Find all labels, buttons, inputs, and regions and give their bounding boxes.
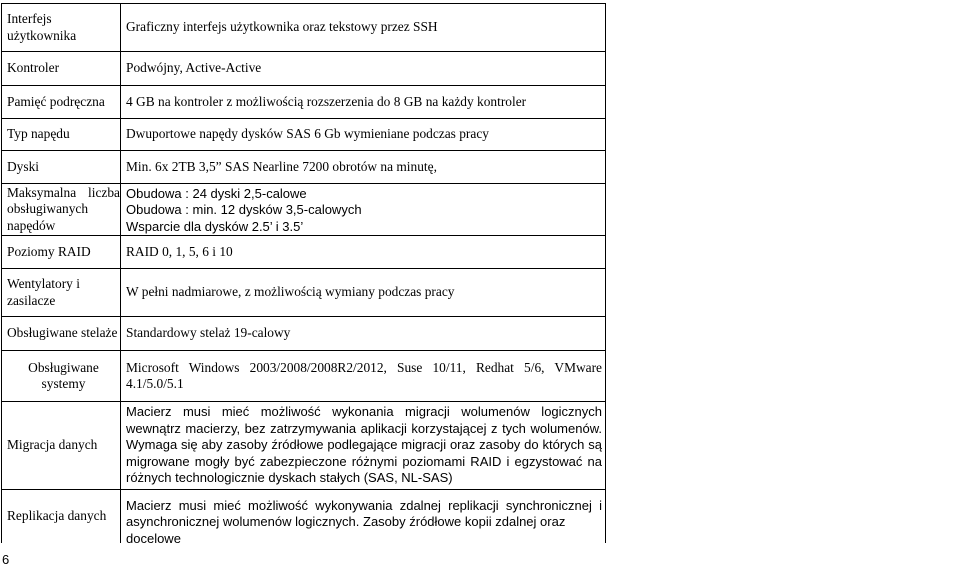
spec-row-user-interface-label bbox=[2, 4, 122, 51]
value-text: Graficzny interfejs użytkownika oraz tekstowy przez SSH bbox=[126, 19, 438, 35]
value-line: Obudowa : 24 dyski 2,5-calowe bbox=[126, 186, 307, 201]
spec-row-user-interface-value bbox=[121, 4, 605, 51]
page-number: 6 bbox=[2, 552, 10, 567]
label-text: Interfejs użytkownika bbox=[7, 11, 77, 43]
spec-row-drive-type-value bbox=[121, 119, 605, 150]
spec-row-data-migration-label bbox=[2, 402, 122, 489]
spec-row-racks-label bbox=[2, 317, 122, 350]
label-text: Migracja danych bbox=[7, 437, 98, 453]
spec-row-cache-value bbox=[121, 86, 605, 118]
label-text: Obsługiwane systemy bbox=[28, 359, 99, 391]
value-text: Dwuportowe napędy dysków SAS 6 Gb wymieniane podczas pracy bbox=[126, 126, 489, 142]
label-text: Kontroler bbox=[7, 60, 60, 76]
spec-row-raid-levels-value bbox=[121, 236, 605, 268]
value-text: 4 GB na kontroler z możliwością rozszerzenia do 8 GB na każdy kontroler bbox=[126, 93, 527, 109]
spec-row-data-replication-label bbox=[2, 490, 122, 543]
label-text: Maksymalna liczba obsługiwanych napędów bbox=[7, 184, 120, 233]
value-text: Min. 6x 2TB 3,5” SAS Nearline 7200 obrotów na minutę, bbox=[126, 158, 437, 174]
label-text: Poziomy RAID bbox=[7, 243, 91, 259]
spec-row-max-drives-value bbox=[121, 184, 605, 235]
label-text: Typ napędu bbox=[7, 126, 70, 142]
spec-row-cache-label bbox=[2, 86, 122, 118]
spec-row-raid-levels-label bbox=[2, 236, 122, 268]
spec-row-drive-type-label bbox=[2, 119, 122, 150]
spec-row-systems-label bbox=[2, 351, 122, 401]
spec-row-data-migration-value bbox=[121, 402, 605, 489]
spec-row-racks-value bbox=[121, 317, 605, 350]
spec-row-systems-value bbox=[121, 351, 605, 401]
label-text: Replikacja danych bbox=[7, 508, 107, 524]
spec-row-disks-value bbox=[121, 151, 605, 183]
label-text: Pamięć podręczna bbox=[7, 93, 105, 109]
label-text: Obsługiwane stelaże bbox=[7, 325, 118, 341]
value-text: Macierz musi mieć możliwość wykonania migracji wolumenów logicznych wewnątrz macierzy, bez zatrzymywania aplikacji korzystającej z tych wolumenów. Wymaga się aby zasoby źródłowe podlegające migracji oraz zasoby do których są migrowane mogły być zabezpieczone różnymi poziomami RAID i egzystować na różnych technologicznie dyskach stałych (SAS, NL-SAS) bbox=[126, 404, 602, 486]
spec-row-disks-label bbox=[2, 151, 122, 183]
value-line: Macierz musi mieć możliwość wykonywania zdalnej replikacji synchronicznej i bbox=[126, 498, 602, 513]
value-text: RAID 0, 1, 5, 6 i 10 bbox=[126, 243, 233, 259]
value-text: Microsoft Windows 2003/2008/2008R2/2012, Suse 10/11, Redhat 5/6, VMware 4.1/5.0/5.1 bbox=[126, 359, 602, 391]
label-text: Wentylatory i zasilacze bbox=[7, 276, 80, 308]
value-line: asynchronicznej wolumenów logicznych. Zasoby źródłowe kopii zdalnej oraz docelowe bbox=[126, 514, 566, 546]
spec-row-max-drives-label bbox=[2, 184, 122, 235]
value-text: Standardowy stelaż 19-calowy bbox=[126, 325, 291, 341]
value-text: W pełni nadmiarowe, z możliwością wymiany podczas pracy bbox=[126, 284, 455, 300]
spec-row-data-replication-value bbox=[121, 490, 605, 546]
label-text: Dyski bbox=[7, 158, 39, 174]
spec-row-fans-psu-label bbox=[2, 269, 122, 316]
spec-row-fans-psu-value bbox=[121, 269, 605, 316]
value-line: Obudowa : min. 12 dysków 3,5-calowych bbox=[126, 202, 362, 218]
value-line: Wsparcie dla dysków 2.5’ i 3.5’ bbox=[126, 218, 304, 234]
spec-row-controller-value bbox=[121, 52, 605, 85]
spec-row-controller-label bbox=[2, 52, 122, 85]
table-border-right bbox=[605, 3, 606, 543]
value-text: Podwójny, Active-Active bbox=[126, 60, 262, 76]
